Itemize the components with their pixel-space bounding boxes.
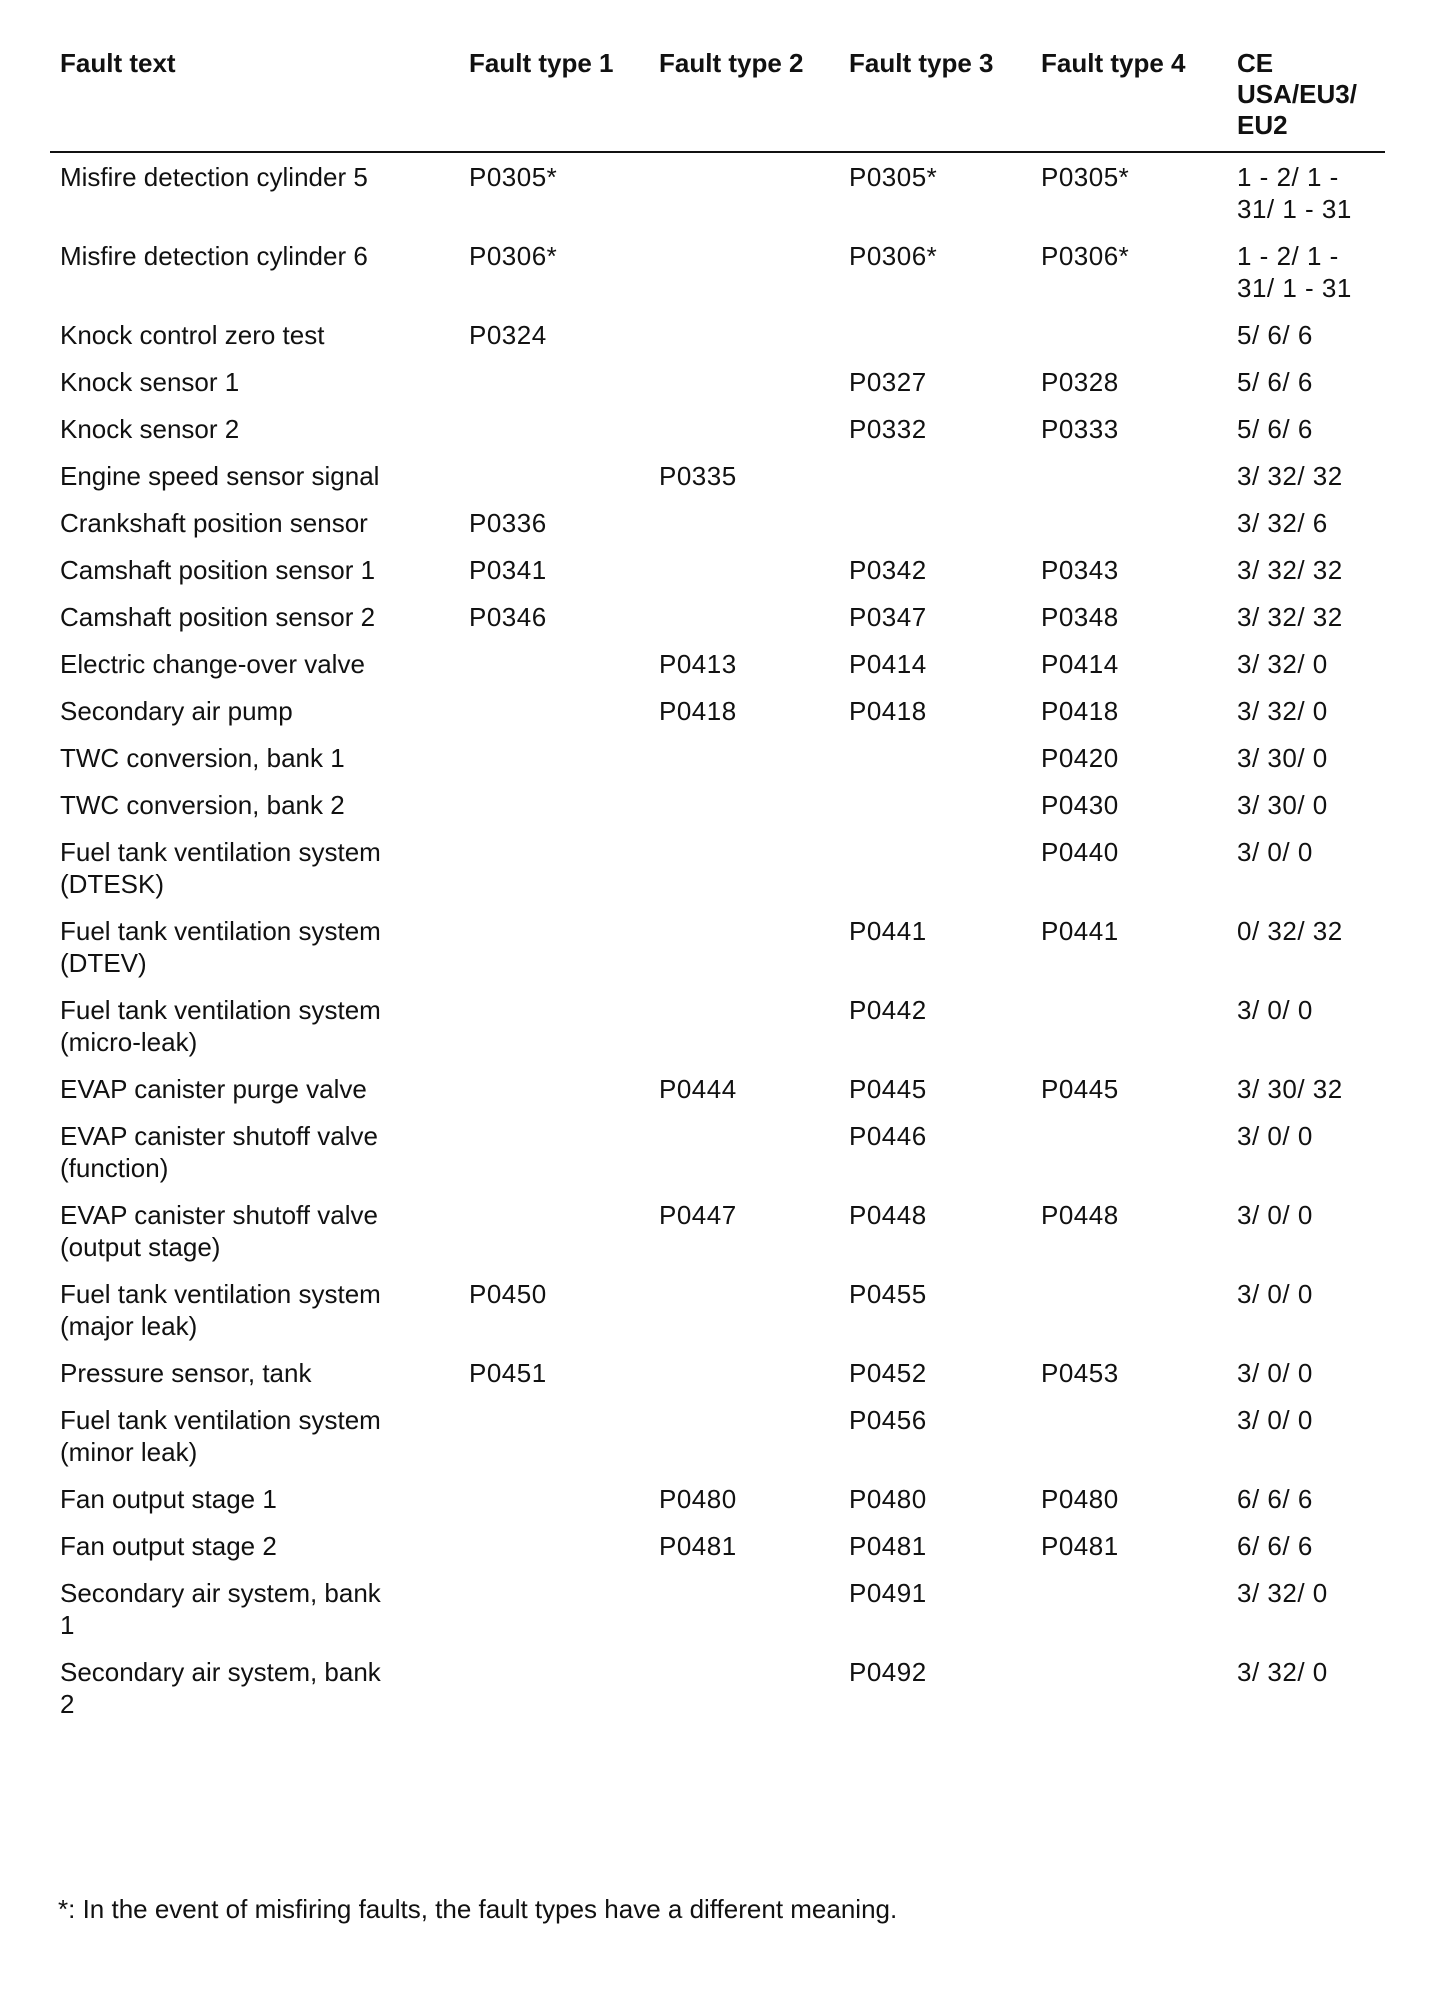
fault-type-3-cell-value: P0491: [849, 1578, 927, 1608]
ce-cell-value: 3/ 30/ 0: [1237, 790, 1328, 820]
table-row: [50, 501, 1385, 548]
fault-text-cell-value: Secondary air system, bank 1: [60, 1578, 381, 1640]
fault-type-1-cell: [459, 595, 649, 642]
fault-type-4-cell-value: P0343: [1041, 555, 1119, 585]
fault-text-cell-value: EVAP canister shutoff valve (function): [60, 1121, 378, 1183]
fault-text-cell: [50, 1114, 459, 1193]
ce-cell: [1227, 1398, 1385, 1477]
fault-type-3-cell: [839, 1650, 1031, 1729]
fault-type-4-cell: [1031, 642, 1227, 689]
fault-type-1-cell: [459, 234, 649, 313]
fault-type-1-cell-value: P0451: [469, 1358, 547, 1388]
fault-type-3-cell-value: P0342: [849, 555, 927, 585]
fault-type-1-cell-value: P0306*: [469, 241, 558, 271]
fault-type-3-cell: [839, 1351, 1031, 1398]
fault-type-1-cell: [459, 1193, 649, 1272]
fault-text-cell: [50, 595, 459, 642]
fault-type-3-cell-value: P0455: [849, 1279, 927, 1309]
fault-type-4-cell-value: P0328: [1041, 367, 1119, 397]
ce-cell: [1227, 1114, 1385, 1193]
fault-type-3-cell: [839, 642, 1031, 689]
fault-type-3-cell: [839, 689, 1031, 736]
fault-type-3-cell-value: P0414: [849, 649, 927, 679]
fault-text-cell: [50, 1571, 459, 1650]
fault-type-1-cell: [459, 736, 649, 783]
fault-text-cell-value: Electric change-over valve: [60, 649, 365, 679]
fault-text-cell: [50, 1477, 459, 1524]
fault-text-cell: [50, 313, 459, 360]
fault-type-4-cell: [1031, 1067, 1227, 1114]
ce-cell: [1227, 234, 1385, 313]
fault-type-3-cell: [839, 407, 1031, 454]
fault-type-4-cell: [1031, 830, 1227, 909]
fault-type-3-cell: [839, 1571, 1031, 1650]
ce-cell: [1227, 501, 1385, 548]
fault-type-2-cell: [649, 454, 839, 501]
table-row: [50, 1272, 1385, 1351]
fault-text-cell-value: EVAP canister purge valve: [60, 1074, 367, 1104]
fault-type-3-cell: [839, 783, 1031, 830]
fault-type-3-cell-value: P0452: [849, 1358, 927, 1388]
table-row: [50, 988, 1385, 1067]
fault-type-2-cell-value: P0413: [659, 649, 737, 679]
fault-type-2-cell: [649, 152, 839, 234]
fault-text-cell-value: Crankshaft position sensor: [60, 508, 368, 538]
header-row: [50, 48, 1385, 152]
fault-type-1-cell: [459, 1650, 649, 1729]
table-row: [50, 360, 1385, 407]
ce-cell: [1227, 1571, 1385, 1650]
ce-cell: [1227, 595, 1385, 642]
fault-text-cell-value: Knock sensor 1: [60, 367, 240, 397]
table-row: [50, 548, 1385, 595]
fault-type-3-cell-value: P0306*: [849, 241, 938, 271]
fault-text-cell-value: Fuel tank ventilation system (micro-leak): [60, 995, 381, 1057]
fault-type-4-cell: [1031, 152, 1227, 234]
fault-type-3-cell-value: P0481: [849, 1531, 927, 1561]
fault-type-1-cell: [459, 1351, 649, 1398]
fault-type-3-cell-value: P0446: [849, 1121, 927, 1151]
fault-type-2-cell-value: P0480: [659, 1484, 737, 1514]
fault-type-4-cell: [1031, 1477, 1227, 1524]
fault-type-3-cell: [839, 360, 1031, 407]
fault-text-cell-value: Fan output stage 1: [60, 1484, 277, 1514]
ce-cell: [1227, 407, 1385, 454]
fault-type-1-cell: [459, 1398, 649, 1477]
ce-cell-value: 3/ 0/ 0: [1237, 837, 1313, 867]
fault-type-1-cell-value: P0336: [469, 508, 547, 538]
fault-type-1-cell: [459, 830, 649, 909]
fault-type-3-cell: [839, 1114, 1031, 1193]
fault-type-2-cell: [649, 830, 839, 909]
fault-type-4-cell-value: P0445: [1041, 1074, 1119, 1104]
fault-type-3-cell: [839, 1272, 1031, 1351]
fault-text-cell: [50, 360, 459, 407]
fault-type-3-cell: [839, 454, 1031, 501]
fault-type-2-cell: [649, 988, 839, 1067]
fault-type-2-cell: [649, 548, 839, 595]
ce-cell: [1227, 1524, 1385, 1571]
fault-type-2-cell-value: P0418: [659, 696, 737, 726]
fault-type-4-cell: [1031, 313, 1227, 360]
fault-type-2-cell: [649, 234, 839, 313]
fault-text-cell-value: Engine speed sensor signal: [60, 461, 380, 491]
ce-cell-value: 3/ 0/ 0: [1237, 1279, 1313, 1309]
fault-type-1-cell-value: P0450: [469, 1279, 547, 1309]
fault-type-2-cell: [649, 1477, 839, 1524]
fault-type-4-cell: [1031, 360, 1227, 407]
fault-type-3-cell-value: P0492: [849, 1657, 927, 1687]
ce-cell: [1227, 830, 1385, 909]
fault-type-1-cell: [459, 360, 649, 407]
header-fault-type-3: Fault type 3: [839, 48, 1031, 152]
ce-cell: [1227, 783, 1385, 830]
fault-type-4-cell: [1031, 454, 1227, 501]
fault-text-cell: [50, 689, 459, 736]
fault-type-4-cell: [1031, 501, 1227, 548]
fault-type-2-cell: [649, 1650, 839, 1729]
fault-type-3-cell-value: P0332: [849, 414, 927, 444]
fault-type-3-cell-value: P0347: [849, 602, 927, 632]
fault-type-1-cell: [459, 1067, 649, 1114]
fault-type-3-cell: [839, 909, 1031, 988]
fault-type-2-cell: [649, 689, 839, 736]
fault-text-cell: [50, 1351, 459, 1398]
table-row: [50, 1571, 1385, 1650]
fault-text-cell: [50, 1193, 459, 1272]
fault-text-cell-value: Camshaft position sensor 2: [60, 602, 376, 632]
ce-cell-value: 6/ 6/ 6: [1237, 1531, 1313, 1561]
fault-type-4-cell-value: P0441: [1041, 916, 1119, 946]
header-fault-text: Fault text: [50, 48, 459, 152]
ce-cell: [1227, 642, 1385, 689]
ce-cell: [1227, 1193, 1385, 1272]
fault-type-2-cell: [649, 501, 839, 548]
fault-text-cell-value: Pressure sensor, tank: [60, 1358, 312, 1388]
footnote: *: In the event of misfiring faults, the fault types have a different meaning.: [58, 1894, 898, 1924]
fault-text-cell-value: Fuel tank ventilation system (major leak): [60, 1279, 381, 1341]
fault-type-2-cell: [649, 1351, 839, 1398]
fault-text-cell: [50, 736, 459, 783]
ce-cell: [1227, 1650, 1385, 1729]
fault-text-cell: [50, 454, 459, 501]
fault-type-1-cell-value: P0341: [469, 555, 547, 585]
fault-type-3-cell: [839, 548, 1031, 595]
fault-text-cell: [50, 1524, 459, 1571]
fault-type-2-cell-value: P0444: [659, 1074, 737, 1104]
fault-type-2-cell: [649, 642, 839, 689]
fault-type-4-cell: [1031, 783, 1227, 830]
ce-cell: [1227, 313, 1385, 360]
table-row: [50, 1398, 1385, 1477]
header-ce: CE USA/EU3/ EU2: [1227, 48, 1385, 152]
ce-cell-value: 3/ 32/ 32: [1237, 461, 1343, 491]
ce-cell-value: 5/ 6/ 6: [1237, 367, 1313, 397]
table-row: [50, 1650, 1385, 1729]
ce-cell-value: 3/ 0/ 0: [1237, 1358, 1313, 1388]
fault-type-2-cell: [649, 783, 839, 830]
fault-type-4-cell: [1031, 689, 1227, 736]
table-row: [50, 642, 1385, 689]
fault-type-2-cell: [649, 1571, 839, 1650]
fault-text-cell-value: Fuel tank ventilation system (minor leak): [60, 1405, 381, 1467]
ce-cell-value: 3/ 32/ 32: [1237, 555, 1343, 585]
ce-cell-value: 3/ 30/ 0: [1237, 743, 1328, 773]
ce-cell-value: 3/ 32/ 32: [1237, 602, 1343, 632]
fault-type-2-cell: [649, 1272, 839, 1351]
fault-text-cell: [50, 1398, 459, 1477]
fault-type-1-cell: [459, 1114, 649, 1193]
fault-text-cell: [50, 407, 459, 454]
fault-type-4-cell-value: P0480: [1041, 1484, 1119, 1514]
fault-type-3-cell-value: P0456: [849, 1405, 927, 1435]
fault-type-4-cell-value: P0348: [1041, 602, 1119, 632]
fault-type-3-cell-value: P0305*: [849, 162, 938, 192]
table-row: [50, 830, 1385, 909]
table-row: [50, 1193, 1385, 1272]
fault-type-1-cell: [459, 501, 649, 548]
ce-cell: [1227, 1351, 1385, 1398]
fault-type-4-cell: [1031, 595, 1227, 642]
fault-type-1-cell-value: P0324: [469, 320, 547, 350]
fault-type-4-cell-value: P0305*: [1041, 162, 1130, 192]
fault-type-1-cell: [459, 1272, 649, 1351]
fault-type-3-cell: [839, 1067, 1031, 1114]
fault-type-4-cell: [1031, 1351, 1227, 1398]
ce-cell: [1227, 1272, 1385, 1351]
fault-type-4-cell: [1031, 1524, 1227, 1571]
fault-type-4-cell: [1031, 1193, 1227, 1272]
fault-text-cell: [50, 152, 459, 234]
fault-text-cell: [50, 1067, 459, 1114]
table-row: [50, 909, 1385, 988]
fault-type-1-cell: [459, 689, 649, 736]
ce-cell-value: 1 - 2/ 1 - 31/ 1 - 31: [1237, 241, 1352, 303]
fault-type-3-cell-value: P0441: [849, 916, 927, 946]
fault-type-3-cell: [839, 1477, 1031, 1524]
fault-text-cell: [50, 548, 459, 595]
table-row: [50, 1351, 1385, 1398]
fault-type-3-cell: [839, 736, 1031, 783]
fault-type-4-cell: [1031, 1571, 1227, 1650]
fault-type-1-cell: [459, 1477, 649, 1524]
ce-cell-value: 6/ 6/ 6: [1237, 1484, 1313, 1514]
fault-type-2-cell: [649, 1067, 839, 1114]
ce-cell-value: 5/ 6/ 6: [1237, 320, 1313, 350]
fault-text-cell: [50, 909, 459, 988]
fault-type-3-cell: [839, 988, 1031, 1067]
ce-cell: [1227, 736, 1385, 783]
table-row: [50, 1477, 1385, 1524]
fault-type-1-cell: [459, 407, 649, 454]
ce-cell: [1227, 152, 1385, 234]
fault-text-cell-value: Misfire detection cylinder 5: [60, 162, 368, 192]
fault-text-cell: [50, 501, 459, 548]
fault-type-4-cell: [1031, 736, 1227, 783]
fault-type-4-cell: [1031, 1272, 1227, 1351]
table-row: [50, 689, 1385, 736]
fault-text-cell-value: Fuel tank ventilation system (DTEV): [60, 916, 381, 978]
fault-type-2-cell: [649, 407, 839, 454]
fault-type-1-cell: [459, 988, 649, 1067]
fault-text-cell-value: Secondary air system, bank 2: [60, 1657, 381, 1719]
fault-type-4-cell-value: P0418: [1041, 696, 1119, 726]
ce-cell-value: 3/ 0/ 0: [1237, 1121, 1313, 1151]
table-row: [50, 313, 1385, 360]
fault-type-4-cell-value: P0306*: [1041, 241, 1130, 271]
fault-type-2-cell: [649, 909, 839, 988]
table-row: [50, 454, 1385, 501]
ce-cell-value: 3/ 32/ 0: [1237, 696, 1328, 726]
fault-type-2-cell: [649, 1193, 839, 1272]
fault-text-cell: [50, 1272, 459, 1351]
fault-text-cell: [50, 234, 459, 313]
fault-type-4-cell: [1031, 548, 1227, 595]
fault-type-3-cell: [839, 830, 1031, 909]
fault-type-4-cell-value: P0440: [1041, 837, 1119, 867]
ce-cell: [1227, 689, 1385, 736]
ce-cell-value: 3/ 30/ 32: [1237, 1074, 1343, 1104]
fault-text-cell: [50, 988, 459, 1067]
fault-type-2-cell: [649, 595, 839, 642]
fault-text-cell-value: Fan output stage 2: [60, 1531, 277, 1561]
fault-type-4-cell-value: P0414: [1041, 649, 1119, 679]
fault-type-3-cell: [839, 1193, 1031, 1272]
fault-text-cell-value: TWC conversion, bank 1: [60, 743, 345, 773]
fault-type-4-cell: [1031, 1114, 1227, 1193]
ce-cell: [1227, 1067, 1385, 1114]
table-row: [50, 783, 1385, 830]
fault-type-4-cell-value: P0453: [1041, 1358, 1119, 1388]
fault-type-2-cell: [649, 360, 839, 407]
fault-type-1-cell: [459, 783, 649, 830]
fault-text-cell-value: Misfire detection cylinder 6: [60, 241, 368, 271]
fault-type-4-cell: [1031, 407, 1227, 454]
fault-type-3-cell-value: P0442: [849, 995, 927, 1025]
fault-type-4-cell-value: P0430: [1041, 790, 1119, 820]
fault-type-4-cell: [1031, 909, 1227, 988]
table-body: [50, 152, 1385, 1729]
fault-type-4-cell-value: P0481: [1041, 1531, 1119, 1561]
ce-cell-value: 3/ 32/ 0: [1237, 649, 1328, 679]
fault-type-3-cell: [839, 1398, 1031, 1477]
fault-text-cell: [50, 1650, 459, 1729]
fault-type-1-cell: [459, 152, 649, 234]
fault-type-3-cell: [839, 501, 1031, 548]
fault-text-cell: [50, 783, 459, 830]
ce-cell: [1227, 988, 1385, 1067]
ce-cell-value: 3/ 0/ 0: [1237, 995, 1313, 1025]
fault-type-1-cell: [459, 548, 649, 595]
ce-cell: [1227, 360, 1385, 407]
fault-type-4-cell-value: P0420: [1041, 743, 1119, 773]
fault-type-3-cell: [839, 1524, 1031, 1571]
ce-cell-value: 3/ 32/ 6: [1237, 508, 1328, 538]
fault-type-2-cell-value: P0447: [659, 1200, 737, 1230]
fault-type-1-cell: [459, 1571, 649, 1650]
fault-type-1-cell-value: P0305*: [469, 162, 558, 192]
header-fault-type-1: Fault type 1: [459, 48, 649, 152]
table-row: [50, 1067, 1385, 1114]
ce-cell: [1227, 548, 1385, 595]
fault-type-2-cell-value: P0335: [659, 461, 737, 491]
fault-code-table: [50, 48, 1385, 1729]
fault-type-2-cell: [649, 1398, 839, 1477]
fault-type-3-cell-value: P0418: [849, 696, 927, 726]
fault-text-cell-value: Knock control zero test: [60, 320, 325, 350]
fault-type-2-cell: [649, 1524, 839, 1571]
fault-type-3-cell-value: P0445: [849, 1074, 927, 1104]
fault-text-cell-value: Fuel tank ventilation system (DTESK): [60, 837, 381, 899]
ce-cell-value: 5/ 6/ 6: [1237, 414, 1313, 444]
fault-type-2-cell: [649, 313, 839, 360]
table-row: [50, 1114, 1385, 1193]
ce-cell: [1227, 909, 1385, 988]
table-header: [50, 48, 1385, 152]
table-row: [50, 1524, 1385, 1571]
fault-text-cell-value: Knock sensor 2: [60, 414, 240, 444]
fault-type-1-cell: [459, 642, 649, 689]
fault-type-1-cell: [459, 909, 649, 988]
fault-type-3-cell-value: P0327: [849, 367, 927, 397]
fault-text-cell: [50, 830, 459, 909]
ce-cell-value: 0/ 32/ 32: [1237, 916, 1343, 946]
fault-text-cell-value: EVAP canister shutoff valve (output stage): [60, 1200, 378, 1262]
fault-type-3-cell: [839, 152, 1031, 234]
fault-type-4-cell: [1031, 234, 1227, 313]
fault-text-cell-value: Secondary air pump: [60, 696, 293, 726]
fault-type-1-cell: [459, 454, 649, 501]
fault-type-4-cell: [1031, 988, 1227, 1067]
ce-cell-value: 3/ 0/ 0: [1237, 1405, 1313, 1435]
ce-cell-value: 1 - 2/ 1 - 31/ 1 - 31: [1237, 162, 1352, 224]
fault-type-3-cell-value: P0480: [849, 1484, 927, 1514]
fault-type-4-cell: [1031, 1398, 1227, 1477]
header-fault-type-2: Fault type 2: [649, 48, 839, 152]
fault-type-3-cell: [839, 234, 1031, 313]
fault-type-3-cell: [839, 595, 1031, 642]
table-row: [50, 152, 1385, 234]
ce-cell-value: 3/ 32/ 0: [1237, 1657, 1328, 1687]
fault-type-2-cell: [649, 1114, 839, 1193]
fault-type-1-cell: [459, 313, 649, 360]
fault-text-cell-value: Camshaft position sensor 1: [60, 555, 376, 585]
header-fault-type-4: Fault type 4: [1031, 48, 1227, 152]
fault-type-3-cell-value: P0448: [849, 1200, 927, 1230]
fault-type-4-cell-value: P0448: [1041, 1200, 1119, 1230]
fault-text-cell: [50, 642, 459, 689]
fault-type-2-cell-value: P0481: [659, 1531, 737, 1561]
fault-type-4-cell-value: P0333: [1041, 414, 1119, 444]
fault-type-2-cell: [649, 736, 839, 783]
fault-type-1-cell-value: P0346: [469, 602, 547, 632]
fault-type-3-cell: [839, 313, 1031, 360]
ce-cell: [1227, 1477, 1385, 1524]
ce-cell-value: 3/ 0/ 0: [1237, 1200, 1313, 1230]
fault-type-1-cell: [459, 1524, 649, 1571]
ce-cell: [1227, 454, 1385, 501]
table-row: [50, 595, 1385, 642]
table-row: [50, 234, 1385, 313]
fault-text-cell-value: TWC conversion, bank 2: [60, 790, 345, 820]
table-row: [50, 736, 1385, 783]
fault-type-4-cell: [1031, 1650, 1227, 1729]
ce-cell-value: 3/ 32/ 0: [1237, 1578, 1328, 1608]
table-row: [50, 407, 1385, 454]
